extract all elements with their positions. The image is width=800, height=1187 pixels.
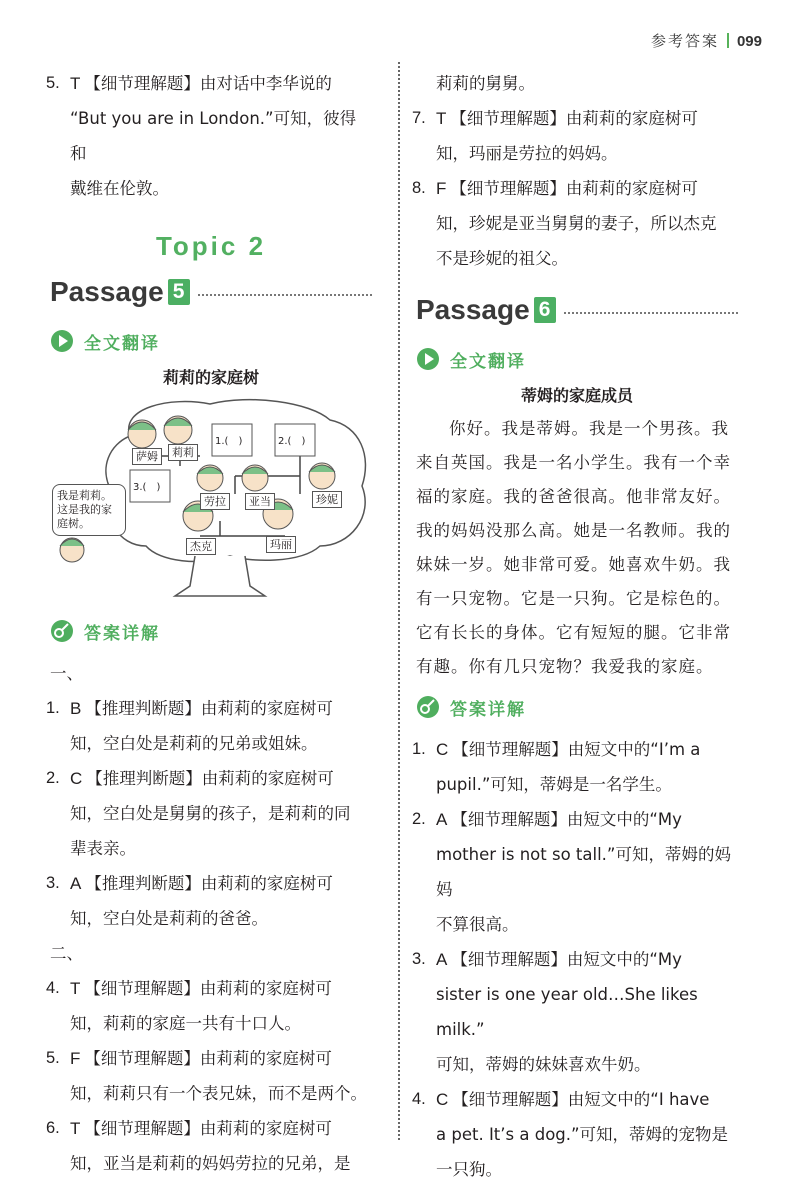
item-text: 【细节理解题】由短文中的“I’m a [452, 740, 701, 759]
answer-item [46, 691, 372, 726]
subsection-marker: 二、 [50, 944, 83, 963]
passage-number: 5 [168, 279, 190, 305]
answer-item [46, 66, 372, 101]
header-label: 参考答案 [650, 32, 719, 50]
name-label-mary: 玛丽 [266, 536, 296, 553]
item-answer: A [70, 874, 82, 893]
item-text: 【推理判断题】由莉莉的家庭树可 [86, 769, 334, 788]
page-header [651, 30, 762, 51]
item-text: 【细节理解题】由短文中的“I have [452, 1090, 710, 1109]
blank-slot-2: 2.( ) [278, 436, 306, 447]
item-continuation: 知，莉莉的家庭一共有十口人。 [70, 1014, 301, 1033]
item-continuation: 可知，蒂姆的妹妹喜欢牛奶。 [436, 1055, 651, 1074]
key-icon [416, 695, 440, 719]
tree-title: 莉莉的家庭树 [162, 368, 259, 387]
item-answer: C [436, 1090, 449, 1109]
name-label-adam: 亚当 [245, 493, 275, 510]
speech-bubble: 我是莉莉。这是我的家庭树。 [52, 484, 126, 536]
item-number: 7. [412, 109, 426, 127]
item-number: 8. [412, 179, 426, 197]
answer-item [46, 971, 372, 1006]
section-title: 答案详解 [84, 623, 160, 644]
item-answer: T [436, 109, 447, 128]
passage-title: 蒂姆的家庭成员 [520, 386, 633, 405]
translation-section-heading [416, 342, 738, 376]
blank-slot-3: 3.( ) [133, 482, 161, 493]
item-number: 5. [46, 1049, 60, 1067]
translation-section-heading [50, 324, 372, 358]
item-answer: T [70, 1119, 81, 1138]
item-answer: F [70, 1049, 81, 1068]
dotted-rule [198, 294, 372, 296]
item-answer: C [70, 769, 83, 788]
column-divider [398, 62, 400, 1140]
item-text: 【细节理解题】由短文中的“My [451, 810, 682, 829]
item-answer: B [70, 699, 82, 718]
play-icon [416, 347, 440, 371]
answers-section-heading [416, 690, 738, 724]
item-continuation: 知，珍妮是亚当舅舅的妻子，所以杰克 [436, 214, 717, 233]
topic-title: Topic 2 [155, 231, 267, 261]
answer-item [412, 101, 738, 136]
answer-item [46, 1041, 372, 1076]
item-continuation: 知，空白处是舅舅的孩子，是莉莉的同 [70, 804, 351, 823]
item-text: 【细节理解题】由莉莉的家庭树可 [84, 1049, 332, 1068]
answers-section-heading [50, 614, 372, 648]
item-answer: T [70, 979, 81, 998]
name-label-sam: 萨姆 [132, 448, 162, 465]
item-continuation: 知，亚当是莉莉的妈妈劳拉的兄弟，是 [70, 1154, 351, 1173]
item-continuation: 不算很高。 [436, 915, 519, 934]
item-answer: A [436, 950, 448, 969]
item-number: 2. [46, 769, 60, 787]
item-continuation: a pet. It’s a dog.”可知，蒂姆的宠物是 [436, 1125, 729, 1144]
item-text: 【细节理解题】由短文中的“My [451, 950, 682, 969]
passage-number: 6 [534, 297, 556, 323]
subsection-marker: 一、 [50, 664, 83, 683]
answer-item [412, 942, 738, 977]
right-column [412, 66, 738, 1187]
item-continuation: 辈表亲。 [70, 839, 136, 858]
item-text: 【推理判断题】由莉莉的家庭树可 [85, 874, 333, 893]
name-label-lily: 莉莉 [168, 444, 198, 461]
answer-item [46, 761, 372, 796]
item-answer: C [436, 740, 449, 759]
item-text: 【细节理解题】由莉莉的家庭树可 [450, 179, 698, 198]
header-separator [727, 33, 729, 48]
play-icon [50, 329, 74, 353]
item-number: 4. [412, 1090, 426, 1108]
section-title: 全文翻译 [84, 333, 160, 354]
answer-item [412, 1082, 738, 1117]
section-title: 全文翻译 [450, 351, 526, 372]
family-tree-illustration [50, 396, 372, 606]
item-answer: F [436, 179, 447, 198]
answer-item [46, 1111, 372, 1146]
item-continuation: 知，莉莉只有一个表兄妹，而不是两个。 [70, 1084, 367, 1103]
item-continuation: “But you are in London.”可知，彼得和 [70, 109, 357, 163]
item-answer: T [70, 74, 81, 93]
item-number: 3. [46, 874, 60, 892]
passage-word: Passage [50, 276, 164, 307]
answer-item [412, 732, 738, 767]
name-label-laura: 劳拉 [200, 493, 230, 510]
passage-heading [416, 288, 738, 332]
left-column [46, 66, 372, 1181]
answer-item [412, 171, 738, 206]
item-text: 【细节理解题】由莉莉的家庭树可 [84, 979, 332, 998]
answer-item [46, 866, 372, 901]
blank-slot-1: 1.( ) [215, 436, 243, 447]
name-label-jenny: 珍妮 [312, 491, 342, 508]
section-title: 答案详解 [450, 699, 526, 720]
item-text: 【细节理解题】由对话中李华说的 [84, 74, 332, 93]
item-answer: A [436, 810, 448, 829]
item-continuation: 戴维在伦敦。 [70, 179, 169, 198]
item-continuation: 一只狗。 [436, 1160, 502, 1179]
dotted-rule [564, 312, 738, 314]
item-number: 1. [46, 699, 60, 717]
item-continuation: 莉莉的舅舅。 [436, 74, 535, 93]
item-continuation: 知，玛丽是劳拉的妈妈。 [436, 144, 618, 163]
item-number: 5. [46, 74, 60, 92]
answer-item [412, 802, 738, 837]
item-number: 6. [46, 1119, 60, 1137]
item-text: 【细节理解题】由莉莉的家庭树可 [450, 109, 698, 128]
item-continuation: 知，空白处是莉莉的爸爸。 [70, 909, 268, 928]
name-label-jack: 杰克 [186, 538, 216, 555]
item-continuation: 不是珍妮的祖父。 [436, 249, 568, 268]
item-continuation: 知，空白处是莉莉的兄弟或姐妹。 [70, 734, 318, 753]
item-number: 2. [412, 810, 426, 828]
passage-word: Passage [416, 294, 530, 325]
item-number: 4. [46, 979, 60, 997]
item-continuation: sister is one year old…She likes milk.” [436, 985, 698, 1039]
translation-paragraph: 你好。我是蒂姆。我是一个男孩。我来自英国。我是一名小学生。我有一个幸福的家庭。我的爸爸很高。他非常友好。我的妈妈没那么高。她是一名教师。我的妹妹一岁。她非常可爱。她喜欢牛奶。我有一只宠物。它是一只狗。它是棕色的。它有长长的身体。它有短短的腿。它非常有趣。你有几只宠物？我爱我的家庭。 [416, 419, 731, 676]
passage-heading [50, 270, 372, 314]
key-icon [50, 619, 74, 643]
item-number: 3. [412, 950, 426, 968]
item-continuation: mother is not so tall.”可知，蒂姆的妈妈 [436, 845, 731, 899]
item-text: 【推理判断题】由莉莉的家庭树可 [85, 699, 333, 718]
page-number: 099 [736, 33, 762, 50]
item-number: 1. [412, 740, 426, 758]
item-text: 【细节理解题】由莉莉的家庭树可 [84, 1119, 332, 1138]
item-continuation: pupil.”可知，蒂姆是一名学生。 [436, 775, 672, 794]
